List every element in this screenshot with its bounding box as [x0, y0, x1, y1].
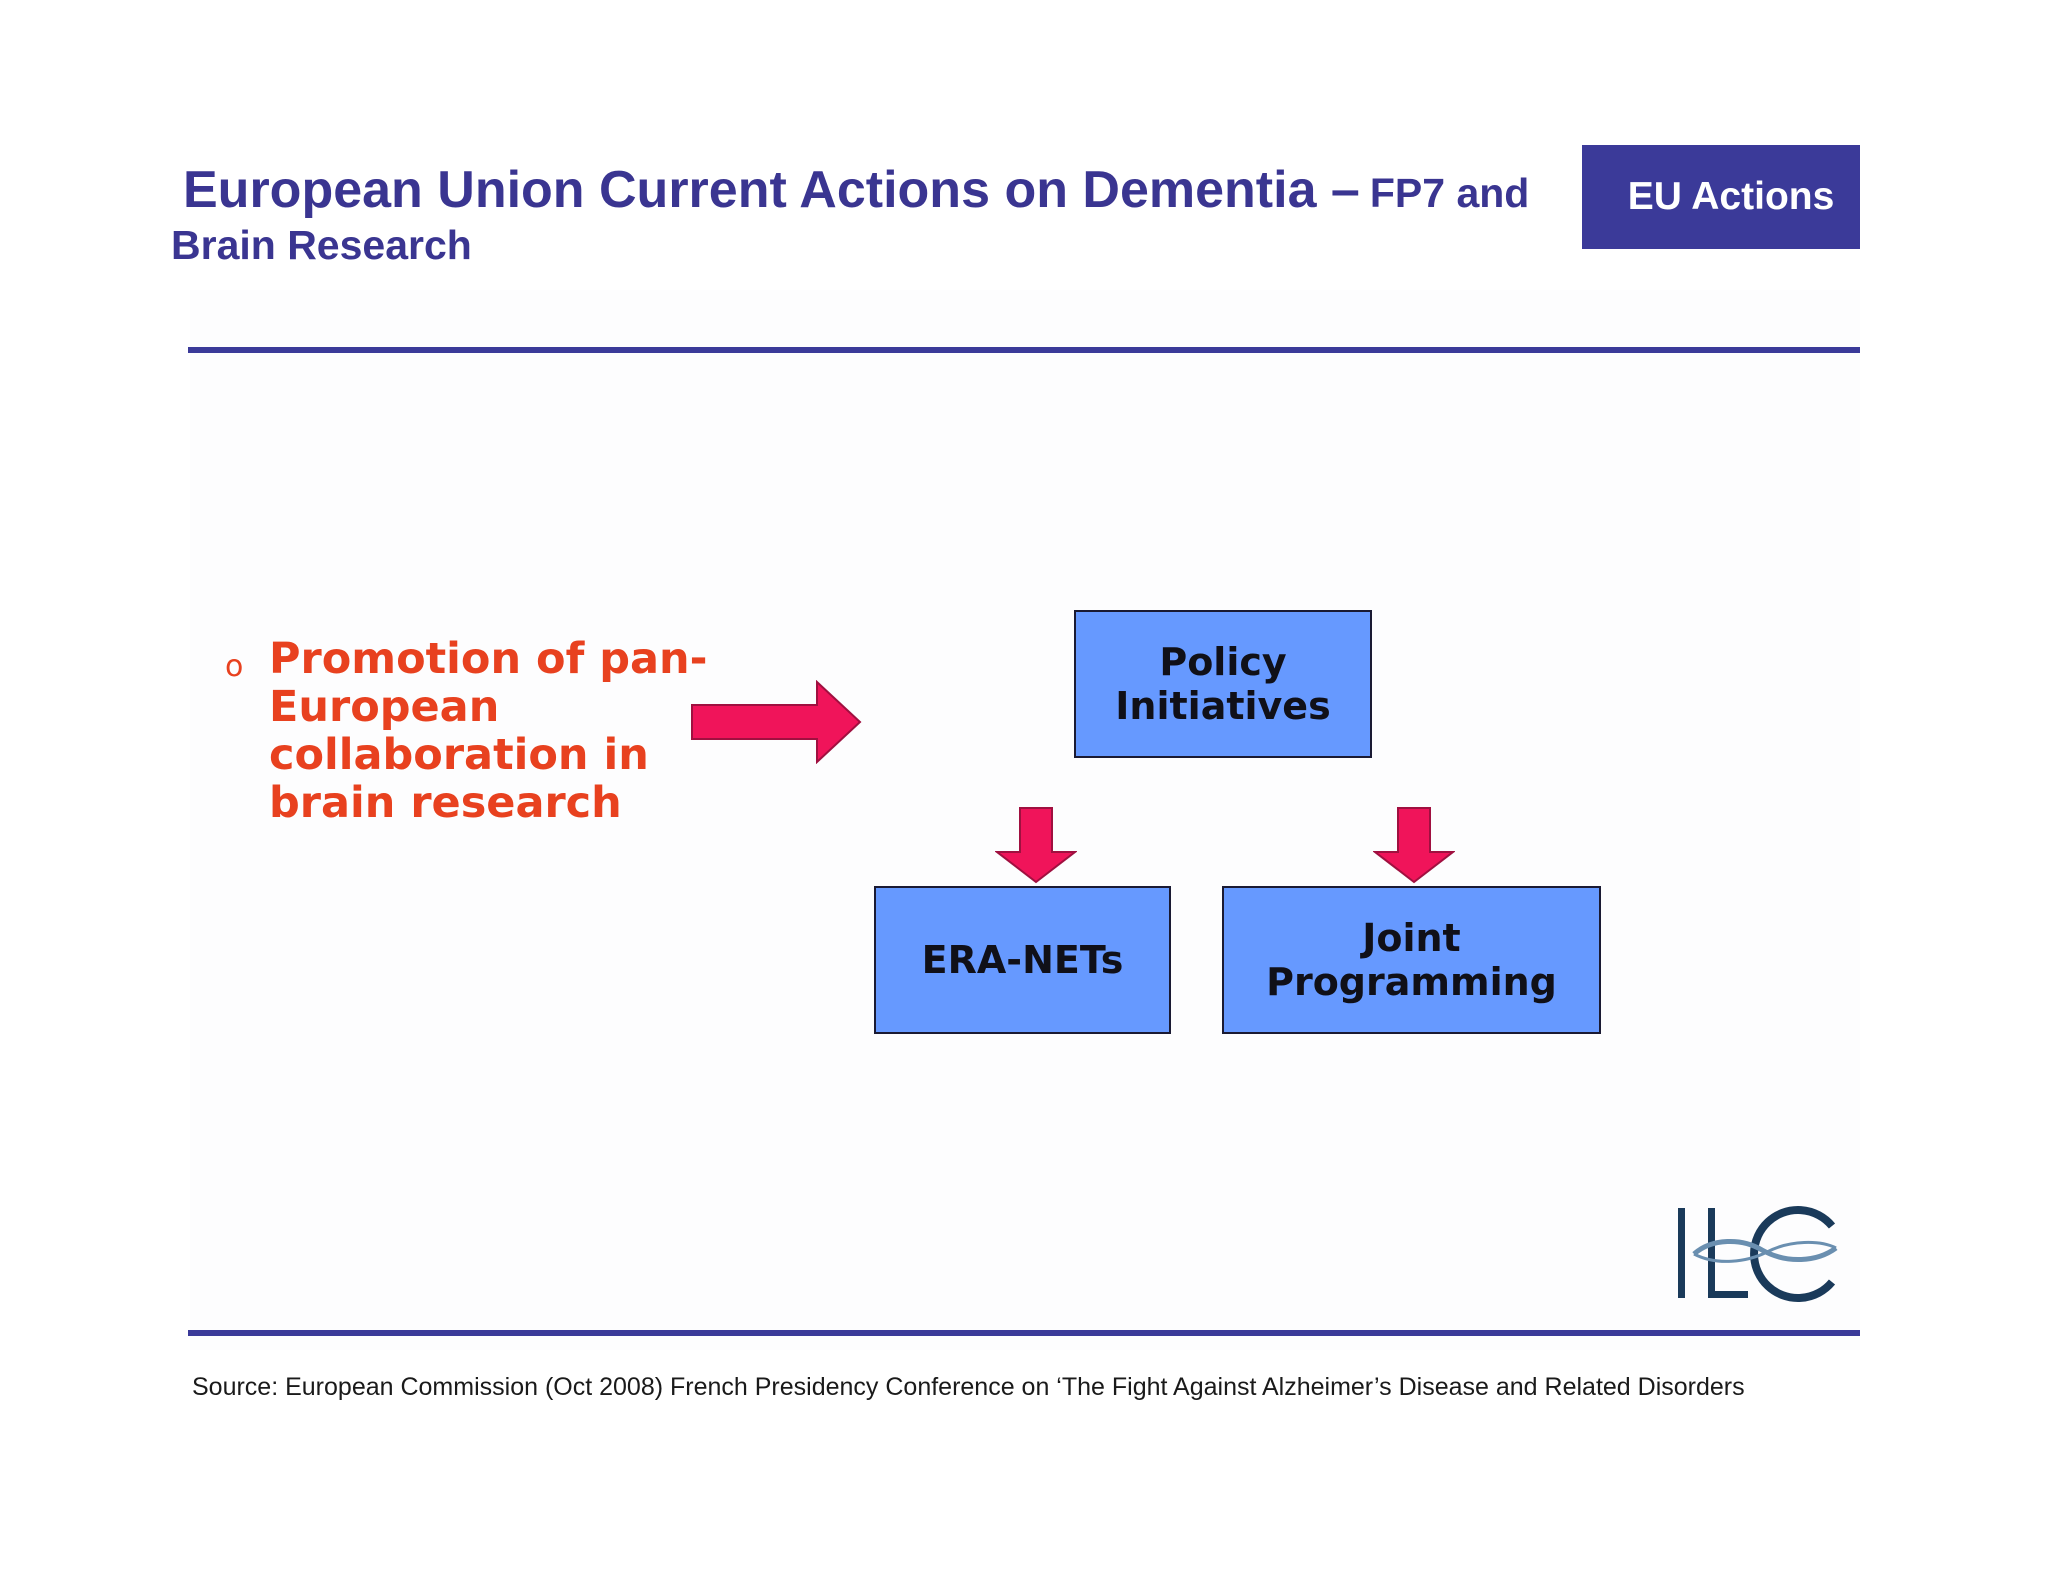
box-label: Joint: [1362, 916, 1461, 960]
bullet-marker: o: [225, 649, 244, 684]
bullet-text: [269, 635, 708, 827]
joint-programming-box: [1222, 886, 1601, 1034]
box-label: Initiatives: [1115, 684, 1331, 728]
title-sub: FP7 and: [1369, 170, 1530, 216]
down-arrow-icon: [1373, 806, 1455, 884]
era-nets-box: [874, 886, 1171, 1034]
bullet-line: European: [269, 682, 500, 732]
top-divider: [188, 347, 1860, 353]
box-label: Programming: [1266, 960, 1557, 1004]
bullet-line: brain research: [269, 778, 622, 828]
bottom-divider: [188, 1330, 1860, 1336]
bullet-line: Promotion of pan-: [269, 634, 708, 684]
policy-initiatives-box: [1074, 610, 1372, 758]
bullet-point: [225, 635, 708, 827]
title-line-2: Brain Research: [171, 222, 472, 268]
ilc-logo: [1672, 1200, 1842, 1306]
slide-title: [183, 160, 1529, 220]
section-badge: EU Actions: [1582, 145, 1860, 249]
box-label: Policy: [1159, 640, 1287, 684]
bullet-line: collaboration in: [269, 730, 649, 780]
right-arrow-icon: [690, 680, 862, 764]
title-main: European Union Current Actions on Dementia –: [183, 161, 1360, 219]
down-arrow-icon: [995, 806, 1077, 884]
box-label: ERA-NETs: [921, 938, 1124, 982]
source-citation: Source: European Commission (Oct 2008) French Presidency Conference on ‘The Fight Against Alzheimer’s Disease and Related Disorders: [192, 1373, 1745, 1401]
